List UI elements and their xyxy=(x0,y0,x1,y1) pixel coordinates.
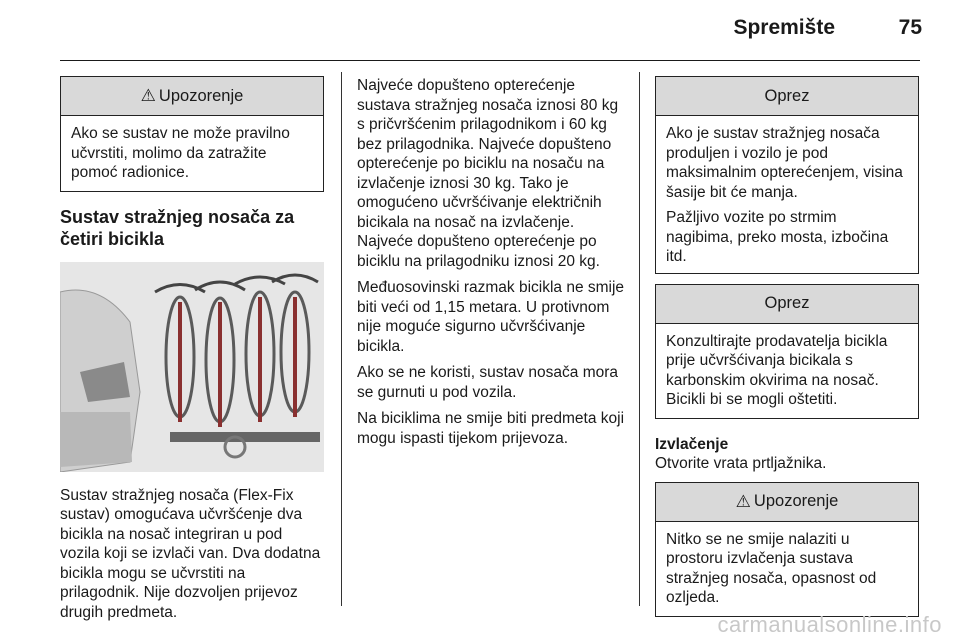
page-title: Spremište xyxy=(733,16,835,39)
extension-text: Otvorite vrata prtljažnika. xyxy=(655,455,827,472)
section-heading xyxy=(60,206,324,250)
intro-paragraph-text: Sustav stražnjeg nosača (Flex-Fix sustav) omogućava učvršćenje dva bicikla na nosač integriran u pod vozila koji se izvlači van. Dva dodatna bicikla mogu se učvrstiti na prilagodnik. Nije dozvoljen prijevoz drugih predmeta. xyxy=(60,486,321,621)
warning-title: Upozorenje xyxy=(158,86,244,105)
caution-text-1: Ako je sustav stražnjeg nosača produljen i vozilo je pod maksimalnim opterećenjem, visina šasije bit će manja. xyxy=(666,125,903,201)
extension-section xyxy=(655,435,919,474)
column-left xyxy=(60,76,324,629)
extension-heading: Izvlačenje xyxy=(655,435,729,453)
intro-paragraph xyxy=(60,486,324,623)
rear-rack-four-bicycles-photo-icon xyxy=(60,262,324,472)
warning-box-header xyxy=(61,77,323,116)
loose-items-paragraph: Na biciklima ne smije biti predmeta koji mogu ispasti tijekom prijevoza. xyxy=(357,410,625,447)
caution-box-body xyxy=(656,116,918,273)
header-divider xyxy=(60,60,920,61)
column-middle xyxy=(357,76,627,455)
caution-box-header xyxy=(656,77,918,116)
warning-triangle-icon: ⚠ xyxy=(735,491,751,511)
warning-box-header xyxy=(656,483,918,522)
rear-rack-photo xyxy=(60,262,324,472)
warning-box xyxy=(60,76,324,192)
warning-extension-text: Nitko se ne smije nalaziti u prostoru izvlačenja sustava stražnjeg nosača, opasnost od ozljeda. xyxy=(666,530,877,606)
section-heading-text: Sustav stražnjeg nosača za četiri bicikla xyxy=(60,206,295,249)
watermark: carmanualsonline.info xyxy=(717,612,942,637)
caution-box-body xyxy=(656,324,918,418)
caution-text-2: Pažljivo vozite po strmim nagibima, preko mosta, izbočina itd. xyxy=(666,209,889,265)
warning-triangle-icon: ⚠ xyxy=(140,86,156,105)
caution-carbon-text: Konzultirajte prodavatelja bicikla prije učvršćivanja bicikala s karbonskim okvirima na nosač. Bicikli bi se mogli oštetiti. xyxy=(666,332,888,408)
column-divider-2 xyxy=(639,72,640,606)
wheelbase-paragraph: Međuosovinski razmak bicikla ne smije biti veći od 1,15 metara. U protivnom nije moguće sigurno učvršćivanje bicikla. xyxy=(357,279,625,355)
storage-paragraph: Ako se ne koristi, sustav nosača mora se gurnuti u pod vozila. xyxy=(357,364,619,401)
column-right xyxy=(655,76,919,617)
caution-box-carbon xyxy=(655,284,919,419)
caution-title: Oprez xyxy=(764,294,810,312)
load-limits-paragraph: Najveće dopušteno opterećenje sustava stražnjeg nosača iznosi 80 kg s pričvršćenim prilagodnikom i 60 kg bez prilagodnika. Najveće dopušteno opterećenje po biciklu na nosaču na izvlačenje iznosi 30 kg. Tako je omogućeno učvršćivanje električnih bicikala na nosač na izvlačenje. Najveće dopušteno opterećenje po biciklu na prilagodniku iznosi 20 kg. xyxy=(357,77,619,270)
caution-box-chassis xyxy=(655,76,919,274)
warning-text: Ako se sustav ne može pravilno učvrstiti, molimo da zatražite pomoć radionice. xyxy=(71,125,290,181)
column-divider-1 xyxy=(341,72,342,606)
warning-box-body xyxy=(656,522,918,616)
warning-title: Upozorenje xyxy=(753,492,839,510)
caution-title: Oprez xyxy=(764,86,810,105)
warning-box-body xyxy=(61,116,323,191)
page-number: 75 xyxy=(898,16,922,39)
warning-box-extension xyxy=(655,482,919,617)
caution-box-header xyxy=(656,285,918,324)
